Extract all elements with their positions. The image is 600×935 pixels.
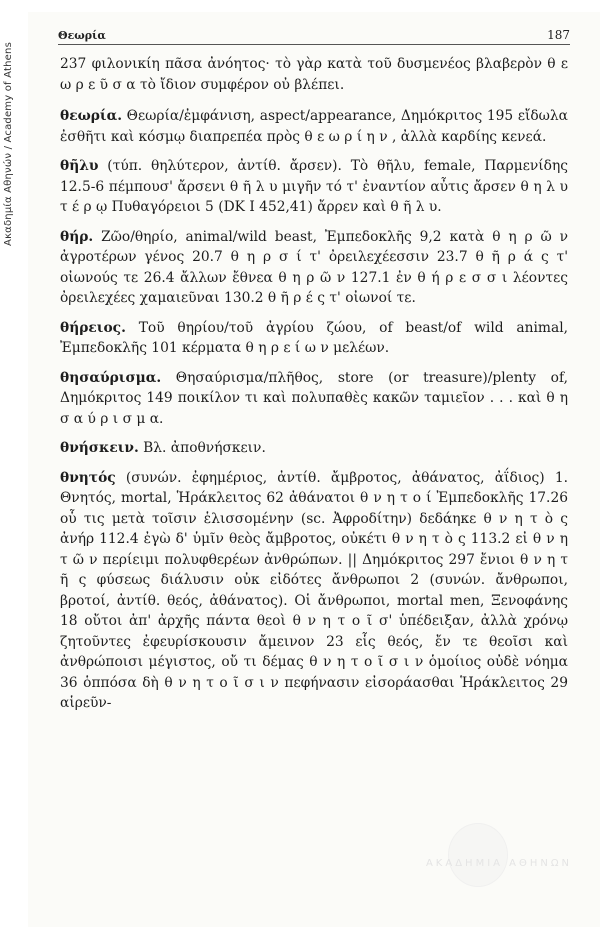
entry-headword: θήρειος. (60, 319, 126, 336)
entry-text: Τοῦ θηρίου/τοῦ ἀγρίου ζώου, of beast/of wild animal, Ἐμπεδοκλῆς 101 κέρματα θ η ρ ε ί ω ν μελέων. (60, 319, 568, 356)
entry-text: Ζῶο/θηρίο, animal/wild beast, Ἐμπεδοκλῆς 9,2 κατὰ θ η ρ ῶ ν ἀγροτέρων γένος 20.7 θ η ρ σ ί τ' ὀρειλεχέεσσιν 23.7 θ ῆ ρ ά ς τ' οἰωνούς τε 26.4 ἄλλων ἔθνεα θ η ρ ῶ ν 127.1 ἐν θ ή ρ ε σ σ ι λέοντες ὀρειλεχέες χαμαιεῦναι 130.2 θ ῆ ρ έ ς τ' οἰωνοί τε. (60, 228, 568, 306)
running-head: Θεωρία (58, 29, 106, 42)
book-page (28, 12, 600, 927)
entry-headword: θήρ. (60, 228, 94, 245)
archive-side-note (0, 0, 28, 935)
entry-continuation (60, 54, 568, 95)
entry-headword: θῆλυ (60, 158, 99, 174)
entry-headword: θησαύρισμα. (60, 369, 162, 386)
entry-ther (60, 227, 568, 309)
entry-text: 237 φιλονικίη πᾶσα ἀνόητος· τὸ γὰρ κατὰ τοῦ δυσμενέος βλαβερὸν θ ε ω ρ ε ῦ σ α τὸ ἴδιον συμφέρον οὐ βλέπει. (60, 56, 568, 93)
dictionary-body (60, 54, 568, 723)
entry-text: Θεωρία/ἐμφάνιση, aspect/appearance, Δημόκριτος 195 εἴδωλα ἐσθῆτι καὶ κόσμῳ διαπρεπέα πρὸς θ ε ω ρ ί η ν , ἀλλὰ καρδίης κενεά. (60, 108, 568, 145)
watermark-text: ΑΚΑΔΗΜΙΑ ΑΘΗΝΩΝ (425, 858, 572, 869)
archive-label: Ακαδημία Αθηνών / Academy of Athens (3, 42, 14, 246)
entry-headword: θνητός (60, 469, 116, 486)
page-number: 187 (547, 28, 570, 42)
entry-thereios (60, 318, 568, 359)
entry-headword: θεωρία. (60, 108, 122, 124)
entry-text: Βλ. ἀποθνήσκειν. (138, 440, 266, 456)
header-rule (58, 44, 570, 45)
entry-text: Θησαύρισμα/πλῆθος, store (or treasure)/plenty of, Δημόκριτος 149 ποικίλον τι καὶ πολυπαθὲς κακῶν ταμιεῖον . . . καὶ θ η σ α ύ ρ ι σ μ α. (60, 369, 568, 427)
entry-headword: θνήσκειν. (60, 440, 139, 456)
entry-text: (τύπ. θηλύτερον, ἀντίθ. ἄρσεν). Τὸ θῆλυ, female, Παρμενίδης 12.5-6 πέμπουσ' ἄρσενι θ ῆ λ υ μιγῆν τό τ' ἐναντίον αὖτις ἄρσεν θ η λ υ τ έ ρ ῳ Πυθαγόρειοι 5 (DK I 452,41) ἄρρεν καὶ θ ῆ λ υ. (60, 158, 568, 215)
entry-theoria (60, 106, 568, 147)
entry-thesaurisma (60, 368, 568, 430)
entry-text: (συνών. ἐφημέριος, ἀντίθ. ἄμβροτος, ἀθάνατος, ἀΐδιος) 1. Θνητός, mortal, Ἡράκλειτος 62 ἀθάνατοι θ ν η τ ο ί Ἐμπεδοκλῆς 17.26 οὗ τις μετὰ τοῖσιν ἑλισσομένην (sc. Ἀφροδίτην) δεδάηκε θ ν η τ ὸ ς ἀνήρ 112.4 ἐγὼ δ' ὑμῖν θεὸς ἄμβροτος, οὐκέτι θ ν η τ ὸ ς 113.2 εἰ θ ν η τ ῶ ν περίειμι πολυφθερέων ἀνθρώπων. || Δημόκριτος 297 ἔνιοι θ ν η τ ῆ ς φύσεως διάλυσιν οὐκ εἰδότες ἄνθρωποι 2 (συνών. ἄνθρωποι, βροτοί, ἀντίθ. θεός, ἀθάνατος). Οἱ ἄνθρωποι, mortal men, Ξενοφάνης 18 οὔτοι ἀπ' ἀρχῆς πάντα θεοὶ θ ν η τ ο ῖ σ' ὑπέδειξαν, ἀλλὰ χρόνῳ ζητοῦντες ἐφευρίσκουσιν ἄμεινον 23 εἷς θεός, ἔν τε θεοῖσι καὶ ἀνθρώποισι μέγιστος, οὔ τι δέμας θ ν η τ ο ῖ σ ι ν ὁμοίιος οὐδὲ νόημα 36 ὁππόσα δὴ θ ν η τ ο ῖ σ ι ν πεφήνασιν εἰσοράασθαι Ἡράκλειτος 29 αἱρεῦν- (60, 469, 568, 711)
watermark-seal (448, 823, 508, 887)
page-header (58, 28, 570, 42)
entry-thnetos (60, 468, 568, 714)
entry-thely (60, 156, 568, 218)
entry-thneskein (60, 438, 568, 459)
